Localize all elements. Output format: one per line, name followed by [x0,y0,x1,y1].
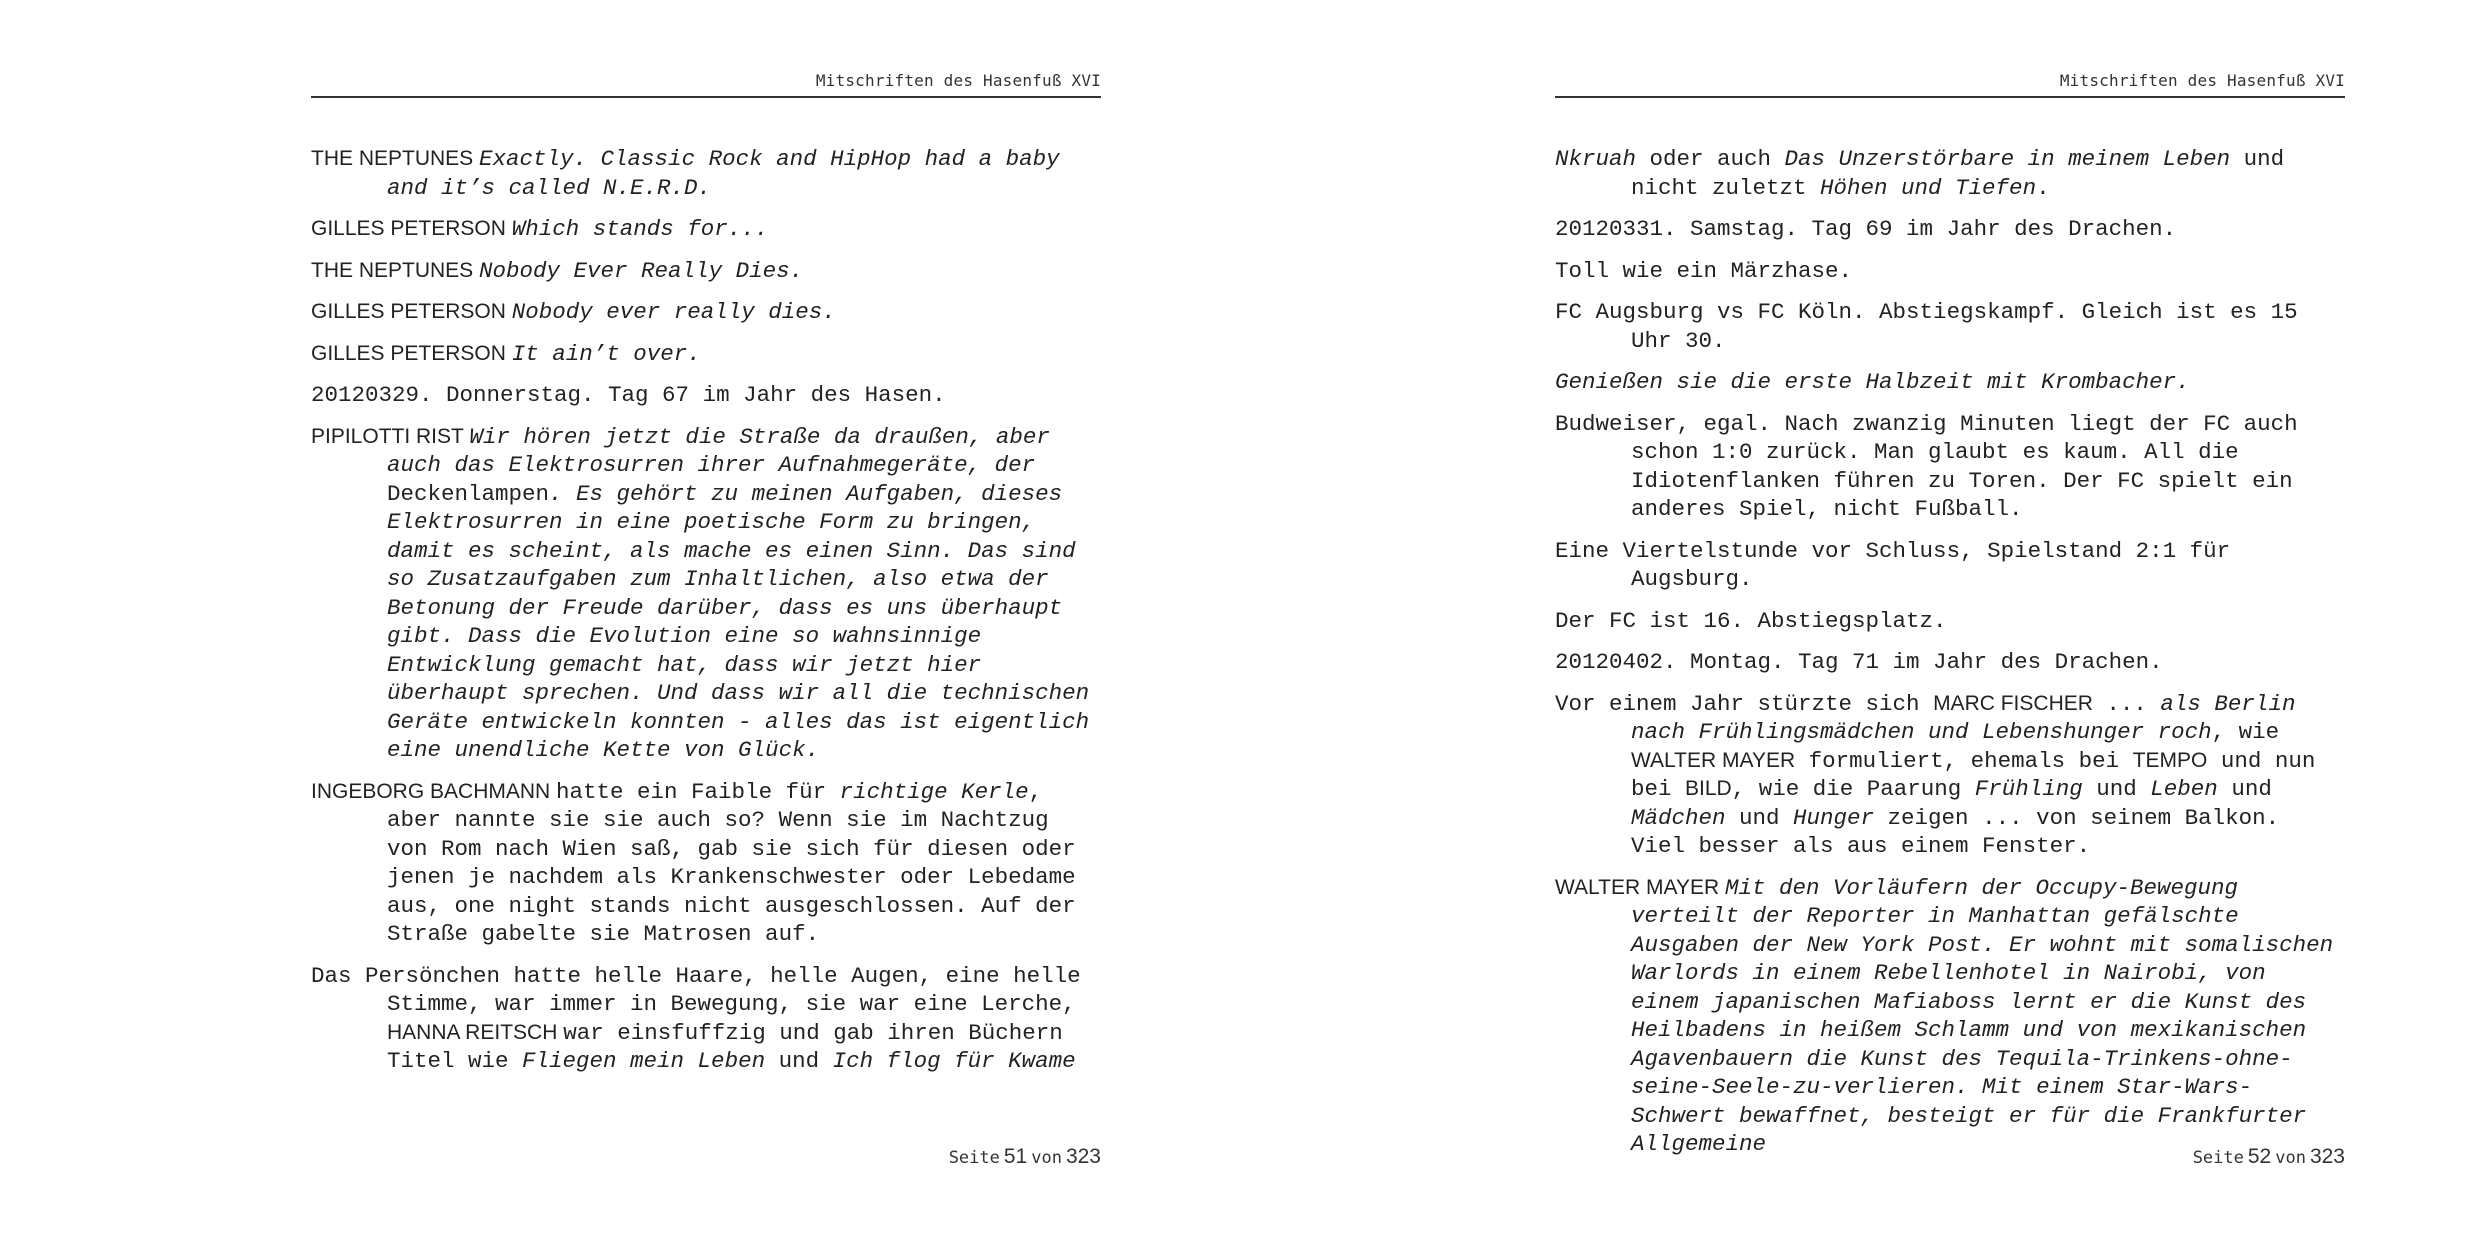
paragraph [311,381,1101,410]
text-run: Frühling [1974,776,2083,802]
text-run: . [2036,174,2050,201]
paragraph [1555,257,2345,286]
paragraph [1555,410,2345,524]
text-run: Wir hören jetzt die Straße da draußen, aber auch das Elektrosurren ihrer Aufnahmegeräte, der [387,423,1050,478]
page-body [311,145,1101,1089]
speaker-name: PIPILOTTI RIST [311,424,470,448]
text-run: und [2217,776,2272,802]
paragraph [311,962,1101,1076]
footer-page-total: 323 [1065,1145,1101,1168]
text-run: Deckenlampen [387,480,550,507]
text-run: und [2082,776,2151,802]
text-run: Mädchen [1631,804,1726,831]
header-rule [311,96,1101,98]
text-run: 20120331. Samstag. Tag 69 im Jahr des Drachen. [1555,216,2177,242]
speaker-name: GILLES PETERSON [311,300,512,323]
text-run: Exactly. Classic Rock and HipHop had a baby and it’s called N.E.R.D. [387,146,1060,201]
text-run: 20120329. Donnerstag. Tag 67 im Jahr des Hasen. [311,382,946,408]
text-run: Which stands for... [511,216,769,242]
paragraph [311,145,1101,202]
text-run: . Es gehört zu meinen Aufgaben, dieses Elektrosurren in eine poetische Form zu bringen, damit es scheint, als mache es einen Sinn. Das sind so Zusatzaufgaben zum Inhaltlichen, also etwa der Betonung der Freude darüber, dass es uns überhaupt gibt. Dass die Evolution eine so wahnsinnige Entwicklung gemacht hat, dass wir jetzt hier überhaupt sprechen. Und dass wir all die technischen Geräte entwickeln konnten - alles das ist eigentlich eine unendliche Kette von Glück. [387,480,1090,763]
text-run: Nobody ever really dies. [511,299,836,325]
speaker-name: HANNA REITSCH [387,1020,564,1044]
text-run: formuliert, ehemals bei [1795,747,2133,774]
speaker-name: INGEBORG BACHMANN [311,779,557,803]
paragraph [1555,537,2345,594]
page-footer [1555,1145,2345,1169]
text-run: oder auch [1636,146,1785,172]
speaker-name: TEMPO [2132,748,2208,772]
text-run: Höhen und Tiefen [1820,174,2037,201]
paragraph [1555,690,2345,861]
right-page [1555,0,2345,1240]
paragraph [1555,215,2345,244]
paragraph [311,257,1101,286]
footer-page-total: 323 [2309,1145,2345,1168]
footer-seite-label: Seite [948,1148,1000,1168]
text-run: , wie [2211,719,2280,745]
text-run: Fliegen mein Leben [522,1048,766,1074]
text-run: war einsfuffzig und gab ihren Büchern Titel wie [387,1019,1063,1074]
text-run: als Berlin nach Frühlingsmädchen und Lebenshunger roch [1631,690,2296,745]
paragraph [311,778,1101,949]
paragraph [1555,874,2345,1159]
footer-page-number: 51 [1003,1145,1028,1168]
speaker-name: WALTER MAYER [1631,748,1796,772]
text-run: Hunger [1793,804,1875,831]
text-run: und [1725,804,1794,831]
text-run: , aber nannte sie sie auch so? Wenn sie im Nachtzug von Rom nach Wien saß, gab sie sich für diesen oder jenen je nachdem als Krankenschwester oder Lebedame aus, one night stands nicht ausgeschlossen. Auf der Straße gabelte sie Matrosen auf. [387,778,1076,947]
text-run: Genießen sie die erste Halbzeit mit Krombacher. [1555,369,2190,395]
text-run: hatte ein Faible für [556,778,840,805]
text-run: Vor einem Jahr stürzte sich [1555,690,1934,717]
footer-von-label: von [1031,1148,1062,1168]
text-run: , wie die Paarung [1731,776,1975,802]
paragraph [1555,145,2345,202]
paragraph [1555,648,2345,677]
speaker-name: BILD [1685,777,1732,800]
text-run: Mit den Vorläufern der Occupy-Bewegung verteilt der Reporter in Manhattan gefälschte Ausgaben der New York Post. Er wohnt mit somalischen Warlords in einem Rebellenhotel in Nairobi, von einem japanischen Mafiaboss lernt er die Kunst des Heilbadens in heißem Schlamm und von mexikanischen Agavenbauern die Kunst des Tequila-Trinkens-ohne-seine-Seele-zu-verlieren. Mit einem Star-Wars-Schwert bewaffnet, besteigt er für die Frankfurter Allgemeine [1631,874,2334,1157]
text-run: und nun bei [1631,747,2316,802]
footer-page-number: 52 [2247,1145,2272,1168]
text-run: Der FC ist 16. Abstiegsplatz. [1555,607,1947,634]
text-run: zeigen ... von seinem Balkon. Viel besser als aus einem Fenster. [1631,804,2280,859]
speaker-name: GILLES PETERSON [311,217,512,240]
page-body [1555,145,2345,1172]
speaker-name: GILLES PETERSON [311,341,512,365]
speaker-name: WALTER MAYER [1555,875,1725,899]
paragraph [311,298,1101,327]
text-run: Nkruah [1555,146,1637,172]
text-run: ... [2092,690,2161,717]
speaker-name: THE NEPTUNES [311,258,480,282]
text-run: Nobody Ever Really Dies. [479,257,804,284]
footer-von-label: von [2275,1148,2306,1168]
paragraph [311,423,1101,765]
page-footer [311,1145,1101,1169]
paragraph [1555,368,2345,397]
text-run: Leben [2150,776,2218,802]
text-run: Eine Viertelstunde vor Schluss, Spielstand 2:1 für Augsburg. [1555,537,2231,592]
running-head: Mitschriften des Hasenfuß XVI [815,71,1101,90]
text-run: und [765,1048,833,1074]
text-run: Budweiser, egal. Nach zwanzig Minuten liegt der FC auch schon 1:0 zurück. Man glaubt es kaum. All die Idiotenflanken führen zu Toren. Der FC spielt ein anderes Spiel, nicht Fußball. [1555,410,2298,522]
paragraph [1555,298,2345,355]
speaker-name: THE NEPTUNES [311,147,480,170]
text-run: It ain’t over. [511,340,701,367]
text-run: 20120402. Montag. Tag 71 im Jahr des Drachen. [1555,649,2163,675]
text-run: Das Unzerstörbare in meinem Leben [1784,146,2231,172]
text-run: Das Persönchen hatte helle Haare, helle Augen, eine helle Stimme, war immer in Bewegung, sie war eine Lerche, [311,962,1081,1017]
text-run: Ich flog für Kwame [832,1048,1076,1074]
text-run: Toll wie ein Märzhase. [1555,257,1853,284]
running-head: Mitschriften des Hasenfuß XVI [2059,71,2345,90]
text-run: FC Augsburg vs FC Köln. Abstiegskampf. Gleich ist es 15 Uhr 30. [1555,299,2298,354]
text-run: und nicht zuletzt [1631,146,2285,201]
header-rule [1555,96,2345,98]
footer-seite-label: Seite [2192,1148,2244,1168]
paragraph [311,215,1101,244]
paragraph [1555,607,2345,636]
paragraph [311,340,1101,369]
text-run: richtige Kerle [839,778,1029,805]
left-page [311,0,1101,1240]
speaker-name: MARC FISCHER [1933,691,2093,715]
